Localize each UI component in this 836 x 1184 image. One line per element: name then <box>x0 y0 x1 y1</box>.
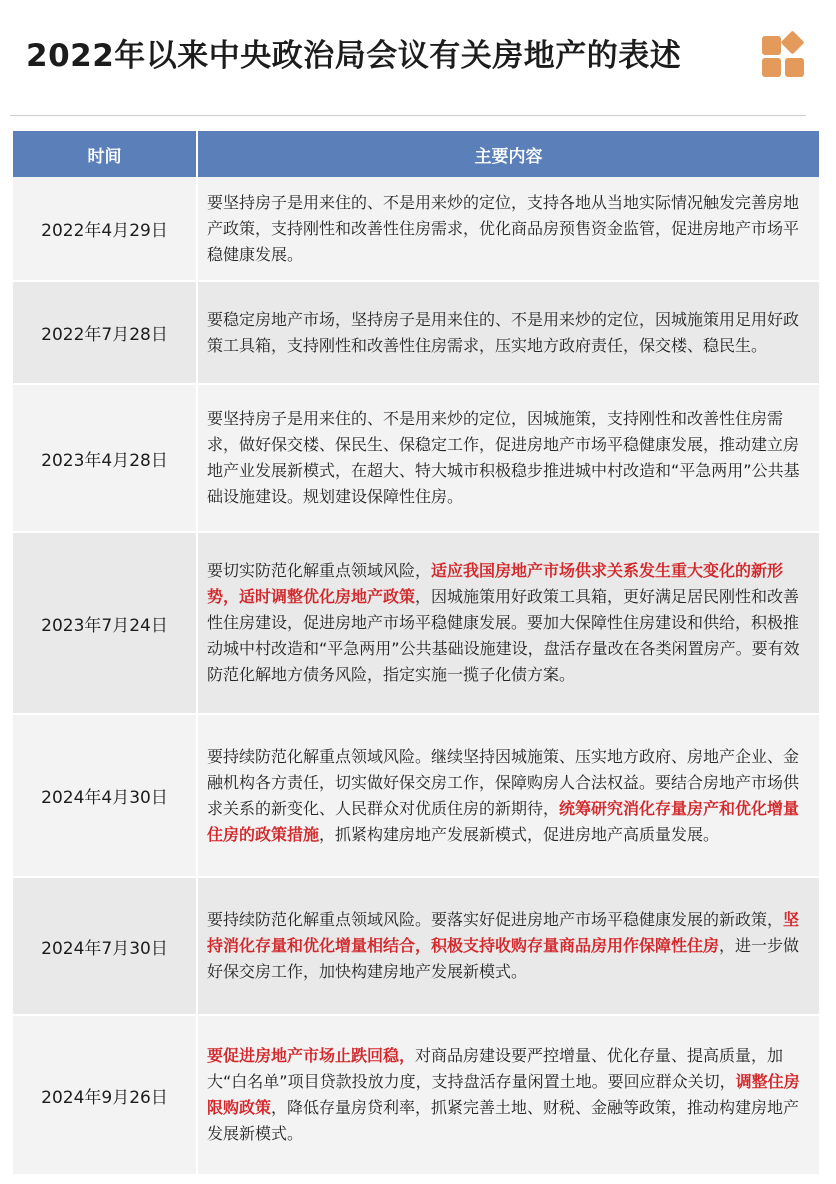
header-divider <box>10 115 806 116</box>
row-date: 2024年9月26日 <box>13 1015 197 1175</box>
brand-logo-icon <box>762 34 806 78</box>
row-date: 2022年4月29日 <box>13 177 197 281</box>
content-text: 要切实防范化解重点领域风险， <box>207 561 432 580</box>
content-text: 要持续防范化解重点领域风险。要落实好促进房地产市场平稳健康发展的新政策， <box>207 910 784 929</box>
row-content <box>197 532 819 714</box>
policy-table <box>13 131 819 1176</box>
column-header-date: 时间 <box>13 131 197 177</box>
table-header-row <box>13 131 819 177</box>
table-row <box>13 384 819 532</box>
content-text: ，进一步做好保交房工作，加快构建房地产发展新模式。 <box>207 936 800 981</box>
row-date: 2023年7月24日 <box>13 532 197 714</box>
content-text: 要坚持房子是用来住的、不是用来炒的定位，支持各地从当地实际情况触发完善房地产政策，支持刚性和改善性住房需求，优化商品房预售资金监管，促进房地产市场平稳健康发展。 <box>207 192 800 264</box>
content-text: ，因城施策用好政策工具箱，更好满足居民刚性和改善性住房建设，促进房地产市场平稳健康发展。要加大保障性住房建设和供给，积极推动城中村改造和“平急两用”公共基础设施建设，盘活存量改在各类闲置房产。要有效防范化解地方债务风险，指定实施一揽子化债方案。 <box>207 587 800 684</box>
table-row <box>13 281 819 384</box>
page-title: 2022年以来中央政治局会议有关房地产的表述 <box>26 38 682 74</box>
row-content <box>197 1015 819 1175</box>
content-text: 要坚持房子是用来住的、不是用来炒的定位，因城施策，支持刚性和改善性住房需求，做好保交楼、保民生、保稳定工作，促进房地产市场平稳健康发展，推动建立房地产业发展新模式，在超大、特大城市积极稳步推进城中村改造和“平急两用”公共基础设施建设。规划建设保障性住房。 <box>207 409 800 506</box>
table-row <box>13 877 819 1015</box>
highlight-text: 调整住房限购政策 <box>207 1072 800 1117</box>
table-row <box>13 714 819 877</box>
row-content <box>197 714 819 877</box>
content-text: 要稳定房地产市场，坚持房子是用来住的、不是用来炒的定位，因城施策用足用好政策工具箱，支持刚性和改善性住房需求，压实地方政府责任，保交楼、稳民生。 <box>207 309 800 355</box>
highlight-text: 要促进房地产市场止跌回稳， <box>207 1046 416 1065</box>
table-row <box>13 177 819 281</box>
content-text: 对商品房建设要严控增量、优化存量、提高质量，加大“白名单”项目贷款投放力度，支持盘活存量闲置土地。要回应群众关切， <box>207 1046 784 1091</box>
content-text: ，降低存量房贷利率，抓紧完善土地、财税、金融等政策，推动构建房地产发展新模式。 <box>207 1098 800 1143</box>
content-text: ，抓紧构建房地产发展新模式，促进房地产高质量发展。 <box>319 824 720 844</box>
row-content <box>197 384 819 532</box>
row-content <box>197 281 819 384</box>
highlight-text: 坚持消化存量和优化增量相结合，积极支持收购存量商品房用作保障性住房 <box>207 910 800 955</box>
highlight-text: 适应我国房地产市场供求关系发生重大变化的新形势，适时调整优化房地产政策 <box>207 561 784 606</box>
table-row <box>13 532 819 714</box>
page-header <box>0 0 836 118</box>
content-text: 要持续防范化解重点领域风险。继续坚持因城施策、压实地方政府、房地产企业、金融机构各方责任，切实做好保交房工作，保障购房人合法权益。要结合房地产市场供求关系的新变化、人民群众对优质住房的新期待， <box>207 746 800 818</box>
row-date: 2024年4月30日 <box>13 714 197 877</box>
row-content <box>197 877 819 1015</box>
row-date: 2023年4月28日 <box>13 384 197 532</box>
highlight-text: 统筹研究消化存量房产和优化增量住房的政策措施 <box>207 798 800 844</box>
table-row <box>13 1015 819 1175</box>
row-date: 2022年7月28日 <box>13 281 197 384</box>
column-header-content: 主要内容 <box>197 131 819 177</box>
row-content <box>197 177 819 281</box>
row-date: 2024年7月30日 <box>13 877 197 1015</box>
